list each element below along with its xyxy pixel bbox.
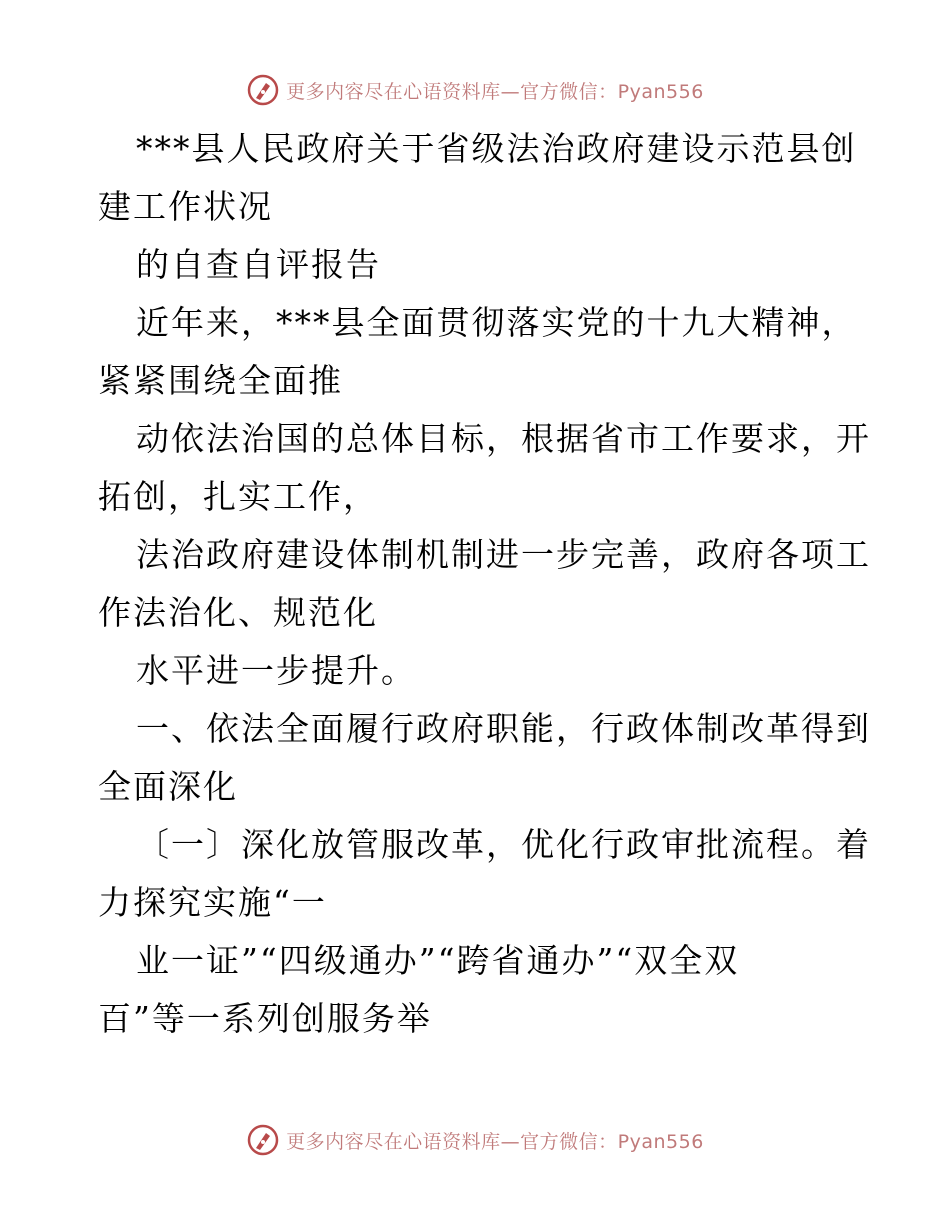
document-body <box>98 120 871 1048</box>
text-line: 拓创，扎实工作， <box>98 477 378 516</box>
text-line: 建工作状况 <box>98 187 273 226</box>
watermark-text: 更多内容尽在心语资料库—官方微信：Pyan556 <box>286 1130 704 1153</box>
pen-nib-logo-icon <box>246 1123 280 1157</box>
text-line: 业一证”“四级通办”“跨省通办”“双全双 <box>136 941 740 980</box>
text-line: 法治政府建设体制机制进一步完善，政府各项工 <box>136 535 871 574</box>
text-line: 〔一〕深化放管服改革，优化行政审批流程。着 <box>136 825 871 864</box>
watermark-text: 更多内容尽在心语资料库—官方微信：Pyan556 <box>286 80 704 103</box>
text-line: 全面深化 <box>98 767 238 806</box>
text-line: 水平进一步提升。 <box>136 651 416 690</box>
text-line: 百”等一系列创服务举 <box>98 999 432 1038</box>
text-line: 力探究实施“一 <box>98 883 327 922</box>
text-line: 作法治化、规范化 <box>98 593 378 632</box>
text-line: ***县人民政府关于省级法治政府建设示范县创 <box>136 129 857 168</box>
text-line: 动依法治国的总体目标，根据省市工作要求，开 <box>136 419 871 458</box>
header-watermark <box>0 70 950 110</box>
text-line: 近年来，***县全面贯彻落实党的十九大精神， <box>136 303 857 342</box>
pen-nib-logo-icon <box>246 73 280 107</box>
text-line: 一、依法全面履行政府职能，行政体制改革得到 <box>136 709 871 748</box>
text-line: 的自查自评报告 <box>136 245 381 284</box>
text-line: 紧紧围绕全面推 <box>98 361 343 400</box>
footer-watermark <box>0 1120 950 1160</box>
